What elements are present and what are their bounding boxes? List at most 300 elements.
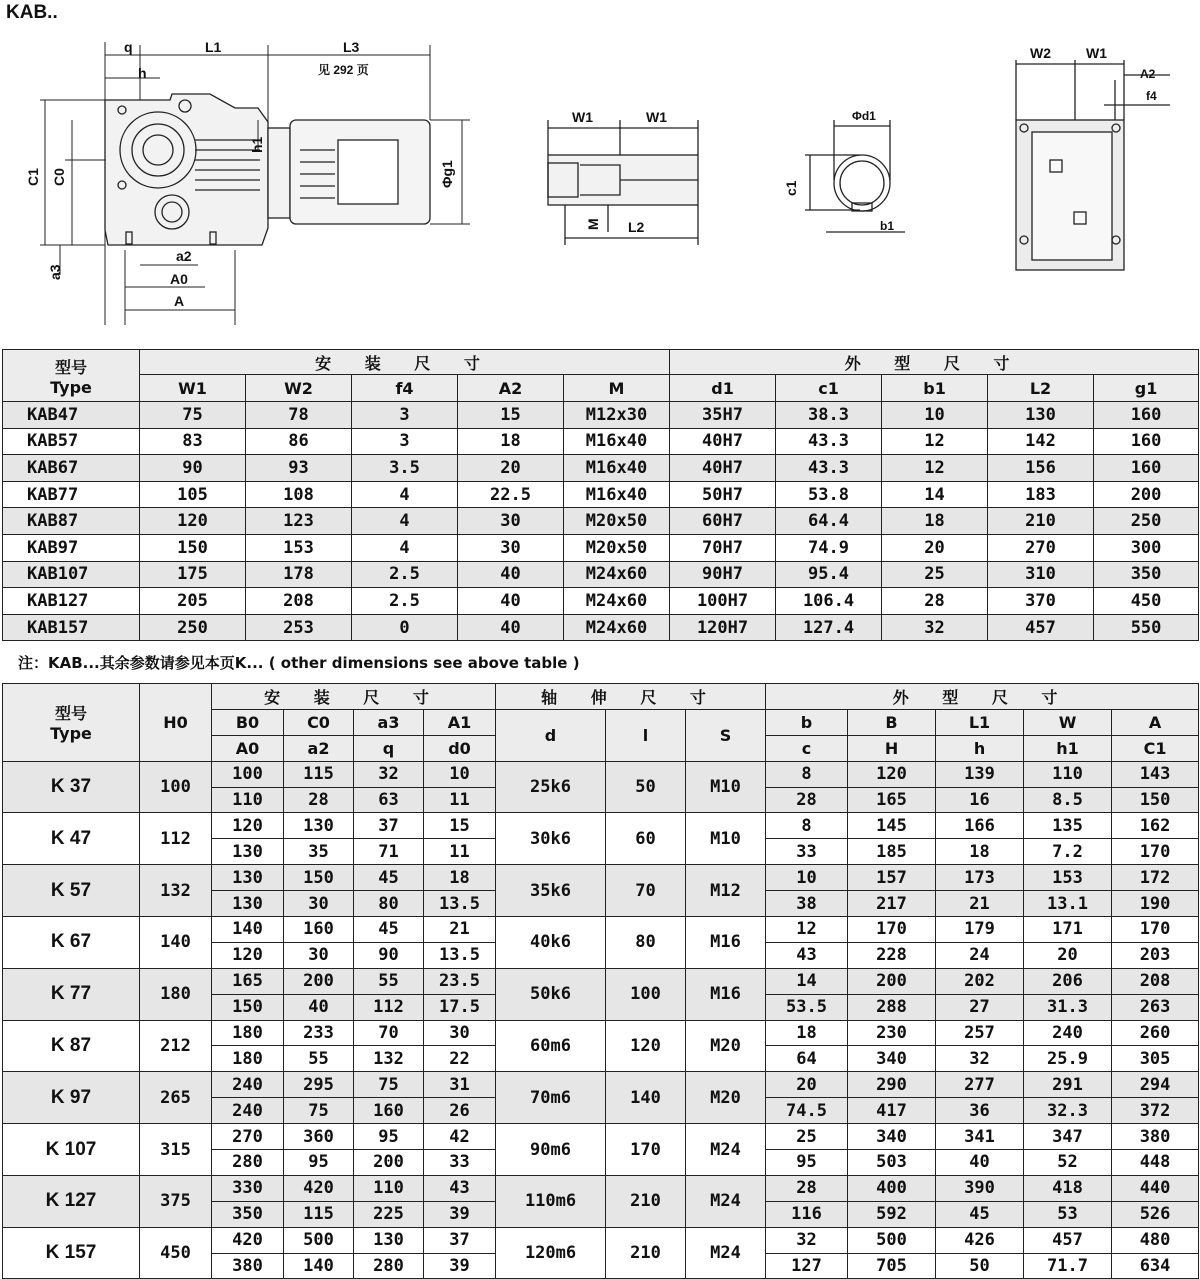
table-cell: 13.5 <box>424 891 496 917</box>
table-cell: 310 <box>988 561 1094 588</box>
table-cell: 18 <box>458 428 564 455</box>
table-cell: 140 <box>606 1072 686 1124</box>
table-cell: 115 <box>284 761 354 787</box>
table-cell: 500 <box>848 1227 936 1253</box>
col-header: L2 <box>988 375 1094 402</box>
table-cell: 180 <box>212 1046 284 1072</box>
table-cell: 38.3 <box>776 402 882 429</box>
col-header: B <box>848 709 936 735</box>
table-cell: 372 <box>1112 1098 1199 1124</box>
table-cell: 180 <box>212 1020 284 1046</box>
table-cell: 150 <box>1112 787 1199 813</box>
table-cell: 300 <box>1094 534 1199 561</box>
table-cell: 250 <box>1094 508 1199 535</box>
table-cell: 3 <box>352 428 458 455</box>
table-cell: 12 <box>882 428 988 455</box>
table-cell: 40H7 <box>670 455 776 482</box>
table-row <box>3 614 1199 641</box>
table-cell: 592 <box>848 1201 936 1227</box>
dim-d1-label: Φd1 <box>852 109 876 123</box>
dim-W2-label: W2 <box>1030 45 1051 61</box>
dim-A0-label: A0 <box>170 271 188 287</box>
table-cell: 21 <box>936 891 1024 917</box>
table-cell: M24x60 <box>564 561 670 588</box>
table-cell: 80 <box>606 917 686 969</box>
col-header: S <box>686 709 766 761</box>
table-cell: 166 <box>936 813 1024 839</box>
type-cell: KAB97 <box>3 534 140 561</box>
table-row <box>3 428 1199 455</box>
table-cell: 43 <box>424 1175 496 1201</box>
table-row <box>3 561 1199 588</box>
table-cell: 140 <box>212 917 284 943</box>
table-cell: 8 <box>766 813 848 839</box>
table-cell: 200 <box>354 1150 424 1176</box>
dim-L3-label: L3 <box>343 39 360 55</box>
table-cell: 450 <box>140 1227 212 1279</box>
table-cell: 18 <box>936 839 1024 865</box>
table-cell: 105 <box>140 481 246 508</box>
table-cell: 448 <box>1112 1150 1199 1176</box>
table-cell: 71.7 <box>1024 1253 1112 1279</box>
table-cell: 55 <box>354 968 424 994</box>
table-cell: 116 <box>766 1201 848 1227</box>
table-row <box>3 588 1199 615</box>
table-cell: 40H7 <box>670 428 776 455</box>
table-cell: 53.5 <box>766 994 848 1020</box>
table-cell: 90m6 <box>496 1124 606 1176</box>
table-cell: 210 <box>606 1175 686 1227</box>
table-cell: 31 <box>424 1072 496 1098</box>
type-cell: K 87 <box>3 1020 140 1072</box>
table-cell: 500 <box>284 1227 354 1253</box>
table-cell: 23.5 <box>424 968 496 994</box>
table-cell: M20 <box>686 1020 766 1072</box>
table-cell: M10 <box>686 761 766 813</box>
table-cell: 95.4 <box>776 561 882 588</box>
table-cell: 55 <box>284 1046 354 1072</box>
dim-h1-label: h1 <box>249 136 265 153</box>
dim-h-label: h <box>138 65 147 81</box>
table-cell: 40 <box>458 561 564 588</box>
table-cell: M16x40 <box>564 481 670 508</box>
table-cell: 230 <box>848 1020 936 1046</box>
col-header: W <box>1024 709 1112 735</box>
table-cell: 217 <box>848 891 936 917</box>
table-cell: 40 <box>458 614 564 641</box>
table-cell: 50 <box>936 1253 1024 1279</box>
type-cell: K 77 <box>3 968 140 1020</box>
table-cell: 60H7 <box>670 508 776 535</box>
table-cell: 127.4 <box>776 614 882 641</box>
table-cell: 70m6 <box>496 1072 606 1124</box>
table-cell: 140 <box>140 917 212 969</box>
table-cell: 380 <box>1112 1124 1199 1150</box>
table-cell: 12 <box>882 455 988 482</box>
table-cell: 526 <box>1112 1201 1199 1227</box>
type-cell: K 67 <box>3 917 140 969</box>
col-header: C1 <box>1112 735 1199 761</box>
hollow-shaft-view <box>548 120 698 245</box>
table-cell: 123 <box>246 508 352 535</box>
table-cell: 160 <box>284 917 354 943</box>
table-cell: 240 <box>212 1098 284 1124</box>
table-cell: 280 <box>212 1150 284 1176</box>
dim-C1-label: C1 <box>25 168 41 186</box>
table-cell: 2.5 <box>352 588 458 615</box>
table-cell: 240 <box>212 1072 284 1098</box>
dim-A-label: A <box>174 293 185 309</box>
table-row <box>3 1020 1199 1046</box>
table-cell: 27 <box>936 994 1024 1020</box>
table-cell: 22.5 <box>458 481 564 508</box>
table-cell: 160 <box>1094 402 1199 429</box>
table-cell: 157 <box>848 865 936 891</box>
table-cell: 120 <box>848 761 936 787</box>
dim-q-label: q <box>124 39 133 55</box>
dim-M-label: M <box>585 218 601 230</box>
table-cell: M12x30 <box>564 402 670 429</box>
dim-L2-label: L2 <box>628 219 645 235</box>
table-cell: 172 <box>1112 865 1199 891</box>
table-cell: 45 <box>936 1201 1024 1227</box>
col-header: c1 <box>776 375 882 402</box>
table-cell: 110 <box>354 1175 424 1201</box>
table-cell: 43 <box>766 942 848 968</box>
table-cell: 115 <box>284 1201 354 1227</box>
table-cell: 153 <box>1024 865 1112 891</box>
table-cell: 4 <box>352 481 458 508</box>
table-cell: 210 <box>606 1227 686 1279</box>
table-cell: 106.4 <box>776 588 882 615</box>
col-header: B0 <box>212 709 284 735</box>
table-cell: 160 <box>354 1098 424 1124</box>
table-cell: 30 <box>458 534 564 561</box>
type-cell: K 47 <box>3 813 140 865</box>
table-cell: 150 <box>284 865 354 891</box>
type-cell: K 127 <box>3 1175 140 1227</box>
table-cell: 40 <box>284 994 354 1020</box>
table-cell: 64.4 <box>776 508 882 535</box>
page-title: KAB.. <box>6 2 58 23</box>
table-cell: 50H7 <box>670 481 776 508</box>
type-header <box>3 350 140 402</box>
table-cell: 70H7 <box>670 534 776 561</box>
table-cell: 130 <box>988 402 1094 429</box>
type-cell: K 157 <box>3 1227 140 1279</box>
table-cell: 165 <box>212 968 284 994</box>
table-cell: 112 <box>140 813 212 865</box>
table-cell: 291 <box>1024 1072 1112 1098</box>
table-cell: 2.5 <box>352 561 458 588</box>
col-header: g1 <box>1094 375 1199 402</box>
table-cell: 63 <box>354 787 424 813</box>
table-cell: 74.5 <box>766 1098 848 1124</box>
table-cell: 130 <box>354 1227 424 1253</box>
dim-c1-label: c1 <box>783 180 799 196</box>
table-row <box>3 761 1199 787</box>
table-cell: 265 <box>140 1072 212 1124</box>
table-cell: 28 <box>766 1175 848 1201</box>
table-cell: 90 <box>140 455 246 482</box>
table-cell: 170 <box>1112 839 1199 865</box>
table-cell: 71 <box>354 839 424 865</box>
k-dimension-table <box>2 683 1199 1279</box>
table-cell: 185 <box>848 839 936 865</box>
table-cell: 83 <box>140 428 246 455</box>
type-cell: KAB47 <box>3 402 140 429</box>
table-cell: 40 <box>936 1150 1024 1176</box>
table-cell: 705 <box>848 1253 936 1279</box>
table-cell: 15 <box>458 402 564 429</box>
table-cell: 3 <box>352 402 458 429</box>
table-cell: 50k6 <box>496 968 606 1020</box>
table-cell: 75 <box>354 1072 424 1098</box>
table-cell: 100 <box>212 761 284 787</box>
table-cell: 130 <box>284 813 354 839</box>
col-header: A <box>1112 709 1199 735</box>
table-cell: 53 <box>1024 1201 1112 1227</box>
table-cell: 340 <box>848 1124 936 1150</box>
table-cell: 86 <box>246 428 352 455</box>
table-cell: 200 <box>284 968 354 994</box>
table-cell: 3.5 <box>352 455 458 482</box>
table-cell: 180 <box>140 968 212 1020</box>
table-cell: 480 <box>1112 1227 1199 1253</box>
type-cell: K 37 <box>3 761 140 813</box>
table-cell: M24x60 <box>564 588 670 615</box>
table-cell: 17.5 <box>424 994 496 1020</box>
table-cell: 25 <box>882 561 988 588</box>
table-cell: 370 <box>988 588 1094 615</box>
type-cell: K 57 <box>3 865 140 917</box>
table-cell: 18 <box>882 508 988 535</box>
col-header: a2 <box>284 735 354 761</box>
table-cell: 360 <box>284 1124 354 1150</box>
table-cell: 28 <box>882 588 988 615</box>
table-cell: 295 <box>284 1072 354 1098</box>
type-cell: KAB67 <box>3 455 140 482</box>
col-header: h1 <box>1024 735 1112 761</box>
table-cell: 100 <box>606 968 686 1020</box>
table-cell: 22 <box>424 1046 496 1072</box>
type-header-cn: 型号 <box>54 357 87 377</box>
table-cell: 280 <box>354 1253 424 1279</box>
table-cell: 60 <box>606 813 686 865</box>
table-cell: 64 <box>766 1046 848 1072</box>
table-cell: 40 <box>458 588 564 615</box>
table-cell: 132 <box>140 865 212 917</box>
table-cell: 162 <box>1112 813 1199 839</box>
col-header: C0 <box>284 709 354 735</box>
kab-dimension-table <box>2 349 1199 641</box>
table-cell: 37 <box>354 813 424 839</box>
table-row <box>3 917 1199 943</box>
type-cell: KAB107 <box>3 561 140 588</box>
table-cell: 42 <box>424 1124 496 1150</box>
col-header: a3 <box>354 709 424 735</box>
table-cell: 173 <box>936 865 1024 891</box>
type-header <box>3 684 140 762</box>
dim-W1-right-label: W1 <box>646 109 667 125</box>
col-header: L1 <box>936 709 1024 735</box>
table-cell: 143 <box>1112 761 1199 787</box>
outline-group-header: 外 型 尺 寸 <box>766 684 1199 710</box>
table-cell: 12 <box>766 917 848 943</box>
table-cell: 127 <box>766 1253 848 1279</box>
table-cell: 4 <box>352 508 458 535</box>
type-cell: K 107 <box>3 1124 140 1176</box>
table-cell: 170 <box>1112 917 1199 943</box>
table-cell: M20 <box>686 1072 766 1124</box>
table-cell: 25 <box>766 1124 848 1150</box>
table-cell: 208 <box>1112 968 1199 994</box>
table-cell: 13.5 <box>424 942 496 968</box>
table-cell: 4 <box>352 534 458 561</box>
table-cell: 417 <box>848 1098 936 1124</box>
table-cell: 78 <box>246 402 352 429</box>
col-header: d <box>496 709 606 761</box>
technical-drawing <box>0 0 1200 345</box>
table-cell: 120H7 <box>670 614 776 641</box>
table-cell: 74.9 <box>776 534 882 561</box>
table-cell: 25.9 <box>1024 1046 1112 1072</box>
table-cell: 390 <box>936 1175 1024 1201</box>
table-cell: 43.3 <box>776 428 882 455</box>
table-cell: 330 <box>212 1175 284 1201</box>
table-cell: 340 <box>848 1046 936 1072</box>
table-cell: 550 <box>1094 614 1199 641</box>
type-cell: KAB157 <box>3 614 140 641</box>
table-cell: 30 <box>284 942 354 968</box>
table-cell: 450 <box>1094 588 1199 615</box>
table-row <box>3 534 1199 561</box>
table-cell: 100 <box>140 761 212 813</box>
table-cell: M12 <box>686 865 766 917</box>
table-cell: 135 <box>1024 813 1112 839</box>
table-cell: 110 <box>212 787 284 813</box>
table-cell: 20 <box>882 534 988 561</box>
table-row <box>3 1124 1199 1150</box>
table-cell: 20 <box>458 455 564 482</box>
col-header: A1 <box>424 709 496 735</box>
table-cell: 52 <box>1024 1150 1112 1176</box>
type-header-en: Type <box>50 377 92 397</box>
table-cell: 11 <box>424 787 496 813</box>
table-cell: 30 <box>458 508 564 535</box>
table-cell: 26 <box>424 1098 496 1124</box>
table-cell: 30k6 <box>496 813 606 865</box>
table-cell: 120m6 <box>496 1227 606 1279</box>
table-cell: 37 <box>424 1227 496 1253</box>
table-cell: 171 <box>1024 917 1112 943</box>
table-cell: 206 <box>1024 968 1112 994</box>
dim-a3-label: a3 <box>47 264 63 280</box>
col-header: W1 <box>140 375 246 402</box>
table-cell: 35k6 <box>496 865 606 917</box>
table-cell: M16x40 <box>564 455 670 482</box>
table-cell: 31.3 <box>1024 994 1112 1020</box>
table-row <box>3 1175 1199 1201</box>
table-cell: 210 <box>988 508 1094 535</box>
dim-b1-label: b1 <box>880 219 895 233</box>
col-header: A2 <box>458 375 564 402</box>
table-row <box>3 508 1199 535</box>
table-cell: 288 <box>848 994 936 1020</box>
table-cell: 30 <box>424 1020 496 1046</box>
table-cell: M20x50 <box>564 534 670 561</box>
table-cell: 290 <box>848 1072 936 1098</box>
table-cell: 70 <box>354 1020 424 1046</box>
col-header: H <box>848 735 936 761</box>
table-cell: 200 <box>1094 481 1199 508</box>
table-cell: 400 <box>848 1175 936 1201</box>
table-cell: 39 <box>424 1253 496 1279</box>
table-cell: 203 <box>1112 942 1199 968</box>
table-cell: 150 <box>212 994 284 1020</box>
table-cell: 10 <box>424 761 496 787</box>
table-cell: 108 <box>246 481 352 508</box>
table-cell: 28 <box>766 787 848 813</box>
table-cell: M20x50 <box>564 508 670 535</box>
table-cell: 503 <box>848 1150 936 1176</box>
table-cell: 14 <box>882 481 988 508</box>
table-row <box>3 402 1199 429</box>
table-cell: 139 <box>936 761 1024 787</box>
install-group-header: 安 装 尺 寸 <box>140 350 670 375</box>
table-cell: 350 <box>1094 561 1199 588</box>
table-cell: 130 <box>212 839 284 865</box>
table-cell: 36 <box>936 1098 1024 1124</box>
table-row <box>3 455 1199 482</box>
table-cell: 270 <box>988 534 1094 561</box>
table-cell: 33 <box>424 1150 496 1176</box>
table-cell: M24 <box>686 1227 766 1279</box>
table-cell: 153 <box>246 534 352 561</box>
table-cell: 21 <box>424 917 496 943</box>
type-header-cn: 型号 <box>54 704 87 724</box>
table-cell: 240 <box>1024 1020 1112 1046</box>
table-cell: 32 <box>882 614 988 641</box>
table-cell: 45 <box>354 917 424 943</box>
table-cell: 457 <box>988 614 1094 641</box>
table-cell: 35 <box>284 839 354 865</box>
table-cell: M24 <box>686 1124 766 1176</box>
table-cell: 120 <box>212 813 284 839</box>
table-cell: 212 <box>140 1020 212 1072</box>
table-cell: 270 <box>212 1124 284 1150</box>
dim-f4-label: f4 <box>1146 89 1157 103</box>
table-cell: 200 <box>848 968 936 994</box>
table-cell: 457 <box>1024 1227 1112 1253</box>
col-header: A0 <box>212 735 284 761</box>
type-header-en: Type <box>50 724 92 744</box>
table-cell: 634 <box>1112 1253 1199 1279</box>
table-cell: 39 <box>424 1201 496 1227</box>
table-cell: 95 <box>284 1150 354 1176</box>
dim-a2-label: a2 <box>176 248 192 264</box>
table-cell: 32 <box>766 1227 848 1253</box>
dim-C0-label: C0 <box>51 168 67 186</box>
col-header: b1 <box>882 375 988 402</box>
table-cell: 50 <box>606 761 686 813</box>
table-cell: 18 <box>766 1020 848 1046</box>
table-cell: 20 <box>1024 942 1112 968</box>
table-cell: 110m6 <box>496 1175 606 1227</box>
outline-group-header: 外 型 尺 寸 <box>670 350 1199 375</box>
table-cell: 175 <box>140 561 246 588</box>
table-cell: 132 <box>354 1046 424 1072</box>
